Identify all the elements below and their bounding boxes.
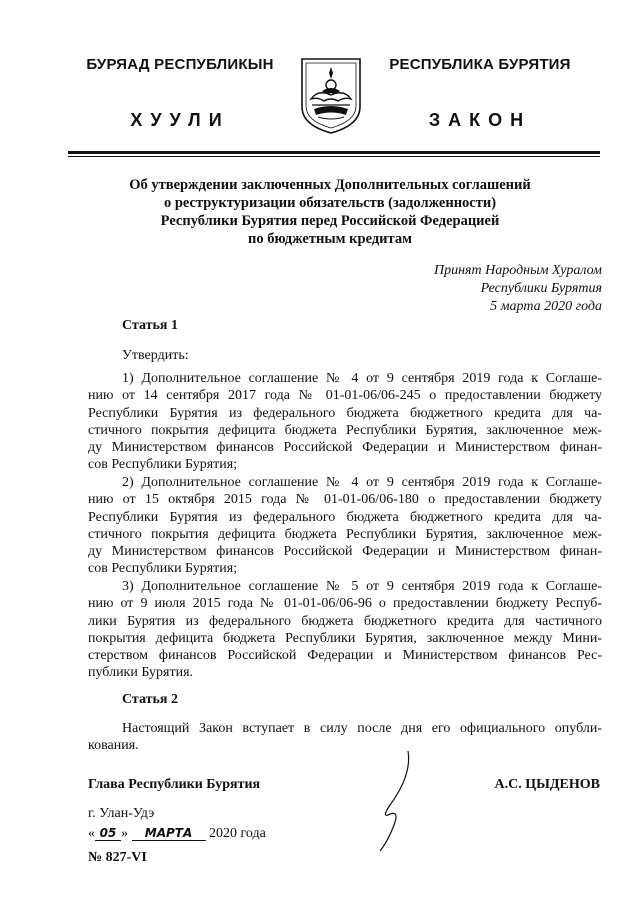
date-quote-close: » <box>121 826 128 841</box>
signatory-position: Глава Республики Бурятия <box>88 777 261 792</box>
law-title-line: о реструктуризации обязательств (задолженности) <box>163 195 497 211</box>
paragraph-line: 1) Дополнительное соглашение № 4 от 9 сентября 2019 года к Соглаше- <box>122 371 602 386</box>
article-2-text <box>88 720 602 755</box>
paragraph-line: Республики Бурятия из федерального бюджета бюджетного кредита для ча- <box>88 509 602 525</box>
article-1-intro: Утвердить: <box>122 348 189 363</box>
place-of-signing: г. Улан-Удэ <box>88 806 155 821</box>
paragraph-line: покрытия дефицита бюджета Республики Бурятия, заключенное между Мини- <box>88 630 602 646</box>
law-title-line: Республики Бурятия перед Российской Федерацией <box>160 213 500 229</box>
signatory-name: А.С. ЦЫДЕНОВ <box>494 777 600 792</box>
law-title-line: Об утверждении заключенных Дополнительных соглашений <box>129 177 531 193</box>
article-1-item-2 <box>88 474 602 578</box>
header-divider-thick <box>68 151 600 154</box>
law-number: № 827-VI <box>88 850 147 865</box>
adoption-note <box>350 262 602 316</box>
paragraph-line: стичного покрытия дефицита бюджета Республики Бурятия, заключенное меж- <box>88 526 602 542</box>
paragraph-line: нию от 9 июля 2015 года № 01-01-06/06-96 о предоставлении бюджету Респуб- <box>88 596 602 612</box>
signing-date <box>88 826 266 842</box>
buryatia-coat-of-arms-icon <box>298 55 364 135</box>
article-1-item-3 <box>88 578 602 682</box>
header-left-title: БУРЯАД РЕСПУБЛИКЫН <box>86 56 274 73</box>
paragraph-line: кования. <box>88 738 139 754</box>
date-quote-open: « <box>88 826 95 841</box>
article-2-heading: Статья 2 <box>122 692 178 707</box>
paragraph-line: 3) Дополнительное соглашение № 5 от 9 сентября 2019 года к Соглаше- <box>122 579 602 594</box>
paragraph-line: Настоящий Закон вступает в силу после дня его официального опубли- <box>122 721 602 736</box>
paragraph-line: стичного покрытия дефицита бюджета Республики Бурятия, заключенное меж- <box>88 422 602 438</box>
paragraph-line: публики Бурятия. <box>88 665 194 681</box>
adoption-note-line: Принят Народным Хуралом <box>433 263 602 278</box>
paragraph-line: нию от 14 сентября 2017 года № 01-01-06/06-245 о предоставлении бюджету <box>88 388 602 404</box>
paragraph-line: 2) Дополнительное соглашение № 4 от 9 сентября 2019 года к Соглаше- <box>122 475 602 490</box>
paragraph-line: нию от 15 октября 2015 года № 01-01-06/06-180 о предоставлении бюджету <box>88 492 602 508</box>
header-right-title: РЕСПУБЛИКА БУРЯТИЯ <box>389 56 571 73</box>
date-day: 05 <box>95 826 121 841</box>
date-month: МАРТА <box>132 826 206 841</box>
law-title <box>100 176 560 248</box>
law-title-line: по бюджетным кредитам <box>248 231 412 247</box>
adoption-note-line: Республики Бурятия <box>480 281 602 296</box>
handwritten-signature-icon <box>360 745 450 855</box>
article-1-heading: Статья 1 <box>122 318 178 333</box>
paragraph-line: Республики Бурятия из федерального бюджета бюджетного кредита для ча- <box>88 405 602 421</box>
paragraph-line: стерством финансов Российской Федерации и Министерством финансов Рес- <box>88 648 602 664</box>
paragraph-line: ду Министерством финансов Российской Федерации и Министерством финан- <box>88 544 602 560</box>
paragraph-line: сов Республики Бурятия; <box>88 457 238 473</box>
paragraph-line: ду Министерством финансов Российской Федерации и Министерством финан- <box>88 440 602 456</box>
article-1-item-1 <box>88 370 602 474</box>
header-right-doc-type: ЗАКОН <box>428 110 532 130</box>
header-left-doc-type: ХУУЛИ <box>130 110 230 130</box>
date-year: 2020 года <box>209 826 266 841</box>
paragraph-line: сов Республики Бурятия; <box>88 561 238 577</box>
adoption-note-line: 5 марта 2020 года <box>490 299 602 314</box>
paragraph-line: лики Бурятия из федерального бюджета бюджетного кредита для частичного <box>88 613 602 629</box>
header-divider-thin <box>68 156 600 157</box>
